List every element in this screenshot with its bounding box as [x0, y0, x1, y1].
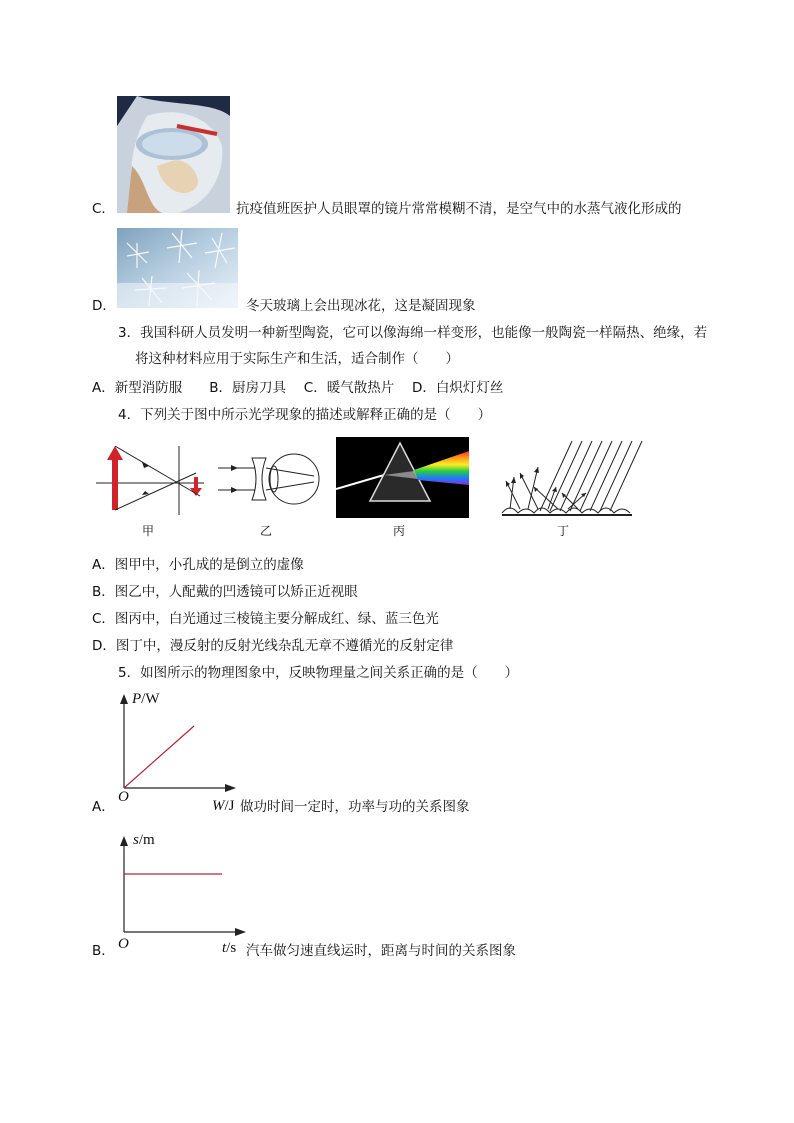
graph-a-y-unit: /W [141, 691, 160, 707]
graph-a-y-var: P [132, 691, 142, 707]
q5-option-b-text: 汽车做匀速直线运时，距离与时间的关系图象 [246, 943, 516, 959]
q4-option-b: B．图乙中，人配戴的凹透镜可以矫正近视眼 [92, 584, 358, 600]
graph-b-x-label [222, 937, 236, 957]
figure-label-yi: 乙 [259, 524, 272, 538]
graph-a-x-label [212, 795, 235, 815]
q4-stem: 4．下列关于图中所示光学现象的描述或解释正确的是（ ） [118, 407, 492, 423]
q5-option-b-letter: B． [92, 943, 115, 959]
graph-a-power-vs-work [108, 690, 238, 802]
graph-a-line [124, 726, 194, 788]
q5-option-a-letter: A． [92, 799, 115, 815]
q4-option-d: D．图丁中，漫反射的反射光线杂乱无章不遵循光的反射定律 [92, 638, 454, 654]
myopia-lens-figure [214, 440, 326, 520]
q5-stem: 5．如图所示的物理图象中，反映物理量之间关系正确的是（ ） [118, 665, 519, 681]
graph-a-y-label [132, 688, 160, 708]
graph-b-distance-vs-time [108, 832, 248, 944]
graph-b-y-unit: /m [138, 832, 155, 848]
graph-a-x-var: W [212, 798, 225, 814]
figure-label-jia: 甲 [141, 524, 154, 538]
q2-option-c-letter: C． [92, 201, 115, 217]
medical-worker-photo [117, 96, 230, 213]
graph-a-origin: O [118, 789, 129, 805]
figure-label-ding: 丁 [556, 524, 569, 538]
q5-option-a-text: 做功时间一定时，功率与功的关系图象 [240, 799, 470, 815]
graph-b-x-var: t [222, 940, 227, 956]
q3-stem-line2: 将这种材料应用于实际生产和生活，适合制作（ ） [135, 351, 459, 367]
q3-stem-line1: 3．我国科研人员发明一种新型陶瓷，它可以像海绵一样变形，也能像一般陶瓷一样隔热、绝缘，若 [118, 325, 708, 341]
graph-a-x-unit: /J [224, 798, 235, 814]
graph-b-origin: O [118, 936, 129, 952]
graph-b-y-label [133, 829, 155, 849]
diffuse-reflection-figure [500, 437, 646, 519]
q2-option-c-text: 抗疫值班医护人员眼罩的镜片常常模糊不清，是空气中的水蒸气液化形成的 [236, 201, 682, 217]
q3-options: A．新型消防服 B．厨房刀具 C．暖气散热片 D．白炽灯灯丝 [92, 380, 504, 396]
prism-dispersion-figure [336, 437, 469, 518]
pinhole-figure [94, 440, 209, 520]
figure-label-bing: 丙 [392, 524, 405, 538]
q4-option-a: A．图甲中，小孔成的是倒立的虚像 [92, 557, 304, 573]
frost-flowers-photo [117, 228, 238, 308]
q4-option-c: C．图丙中，白光通过三棱镜主要分解成红、绿、蓝三色光 [92, 611, 439, 627]
graph-b-x-unit: /s [226, 940, 237, 956]
graph-b-y-var: s [133, 832, 139, 848]
q2-option-d-letter: D． [92, 298, 116, 314]
q2-option-d-text: 冬天玻璃上会出现冰花，这是凝固现象 [246, 298, 476, 314]
